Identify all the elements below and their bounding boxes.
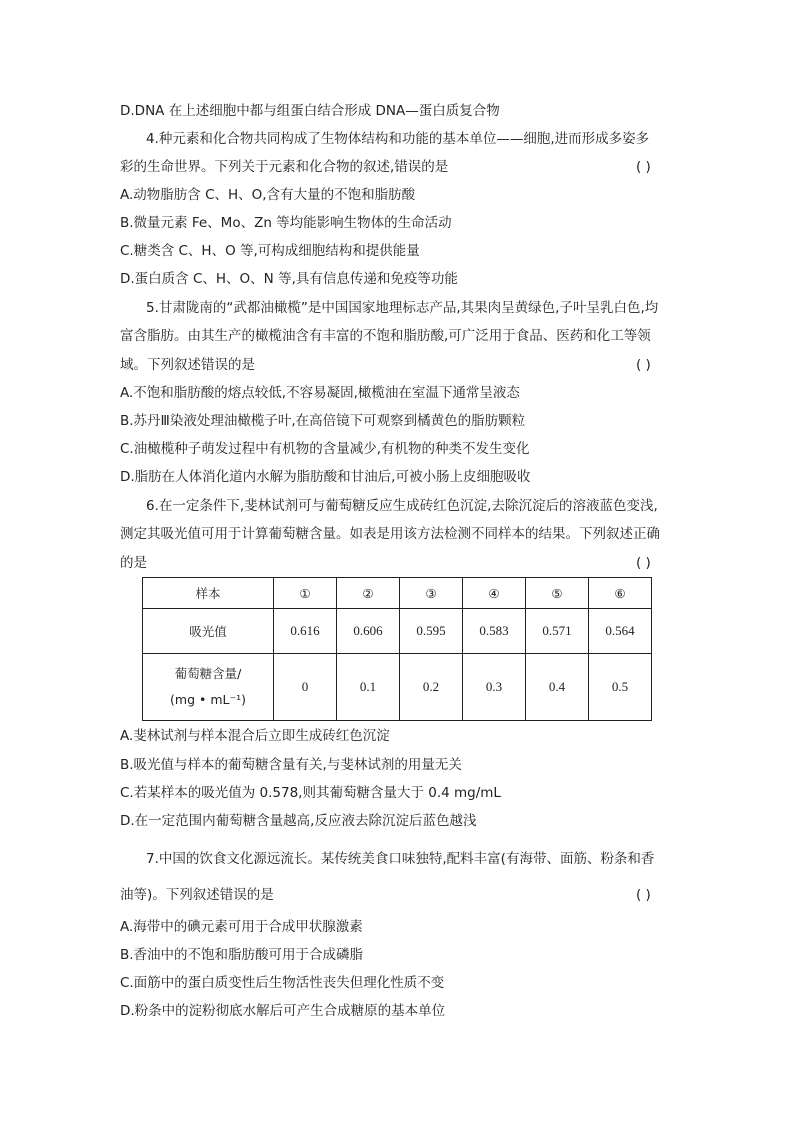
q4-option-d: D.蛋白质含 C、H、O、N 等,具有信息传递和免疫等功能: [120, 271, 458, 287]
q7-option-d: D.粉条中的淀粉彻底水解后可产生合成糖原的基本单位: [120, 1003, 446, 1019]
absorbance-cell: 0.571: [526, 609, 589, 654]
glucose-cell: 0: [274, 654, 337, 721]
glucose-header-label: 葡萄糖含量/: [174, 666, 242, 681]
absorbance-cell: 0.583: [463, 609, 526, 654]
q6-option-a: A.斐林试剂与样本混合后立即生成砖红色沉淀: [120, 728, 390, 744]
q7-answer-bracket: ( ): [636, 887, 651, 903]
q5-stem-line-1: 5.甘肃陇南的“武都油橄榄”是中国国家地理标志产品,其果肉呈黄绿色,子叶呈乳白色,均: [146, 300, 659, 316]
q4-answer-bracket: ( ): [636, 159, 651, 175]
q6-stem-line-1: 6.在一定条件下,斐林试剂可与葡萄糖反应生成砖红色沉淀,去除沉淀后的溶液蓝色变浅,: [146, 498, 658, 514]
table-row-absorbance: [143, 609, 652, 654]
q7-option-b: B.香油中的不饱和脂肪酸可用于合成磷脂: [120, 947, 364, 963]
glucose-cell: 0.5: [589, 654, 652, 721]
q5-stem-line-3: 域。下列叙述错误的是: [120, 357, 255, 373]
absorbance-cell: 0.564: [589, 609, 652, 654]
q5-stem-line-2: 富含脂肪。由其生产的橄榄油含有丰富的不饱和脂肪酸,可广泛用于食品、医药和化工等领: [120, 328, 651, 344]
q7-option-c: C.面筋中的蛋白质变性后生物活性丧失但理化性质不变: [120, 975, 445, 991]
q5-option-c: C.油橄榄种子萌发过程中有机物的含量减少,有机物的种类不发生变化: [120, 441, 530, 457]
absorbance-cell: 0.616: [274, 609, 337, 654]
q7-stem-line-2: 油等)。下列叙述错误的是: [120, 887, 274, 903]
q5-option-a: A.不饱和脂肪酸的熔点较低,不容易凝固,橄榄油在室温下通常呈液态: [120, 385, 520, 401]
q4-option-b: B.微量元素 Fe、Mo、Zn 等均能影响生物体的生命活动: [120, 215, 452, 231]
q6-answer-bracket: ( ): [636, 555, 651, 571]
q6-option-d: D.在一定范围内葡萄糖含量越高,反应液去除沉淀后蓝色越浅: [120, 813, 477, 829]
q4-stem-line-1: 4.种元素和化合物共同构成了生物体结构和功能的基本单位——细胞,进而形成多姿多: [146, 131, 650, 147]
sample-cell: ①: [274, 578, 337, 609]
row-header-glucose: [143, 654, 274, 721]
row-header-sample: 样本: [143, 578, 274, 609]
q7-stem-line-1: 7.中国的饮食文化源远流长。某传统美食口味独特,配料丰富(有海带、面筋、粉条和香: [146, 851, 655, 867]
absorbance-cell: 0.606: [337, 609, 400, 654]
q4-stem-line-2: 彩的生命世界。下列关于元素和化合物的叙述,错误的是: [120, 159, 449, 175]
glucose-cell: 0.3: [463, 654, 526, 721]
q4-option-a: A.动物脂肪含 C、H、O,含有大量的不饱和脂肪酸: [120, 187, 416, 203]
absorbance-cell: 0.595: [400, 609, 463, 654]
sample-cell: ②: [337, 578, 400, 609]
sample-cell: ③: [400, 578, 463, 609]
table-row-samples: [143, 578, 652, 609]
q7-option-a: A.海带中的碘元素可用于合成甲状腺激素: [120, 919, 363, 935]
sample-cell: ⑤: [526, 578, 589, 609]
q5-answer-bracket: ( ): [636, 357, 651, 373]
q6-stem-line-2: 测定其吸光值可用于计算葡萄糖含量。如表是用该方法检测不同样本的结果。下列叙述正确: [120, 526, 660, 542]
row-header-absorbance: 吸光值: [143, 609, 274, 654]
glucose-cell: 0.1: [337, 654, 400, 721]
table-row-glucose: [143, 654, 652, 721]
q6-option-b: B.吸光值与样本的葡萄糖含量有关,与斐林试剂的用量无关: [120, 757, 462, 773]
q3-option-d: D.DNA 在上述细胞中都与组蛋白结合形成 DNA—蛋白质复合物: [120, 103, 500, 119]
q6-stem-line-3: 的是: [120, 555, 147, 571]
q5-option-d: D.脂肪在人体消化道内水解为脂肪酸和甘油后,可被小肠上皮细胞吸收: [120, 469, 531, 485]
q4-option-c: C.糖类含 C、H、O 等,可构成细胞结构和提供能量: [120, 243, 420, 259]
sample-cell: ⑥: [589, 578, 652, 609]
q6-option-c: C.若某样本的吸光值为 0.578,则其葡萄糖含量大于 0.4 mg/mL: [120, 785, 501, 801]
glucose-absorbance-table: [142, 577, 652, 721]
glucose-cell: 0.4: [526, 654, 589, 721]
sample-cell: ④: [463, 578, 526, 609]
q5-option-b: B.苏丹Ⅲ染液处理油橄榄子叶,在高倍镜下可观察到橘黄色的脂肪颗粒: [120, 413, 526, 429]
glucose-cell: 0.2: [400, 654, 463, 721]
glucose-header-unit: (mg • mL⁻¹): [170, 692, 246, 707]
